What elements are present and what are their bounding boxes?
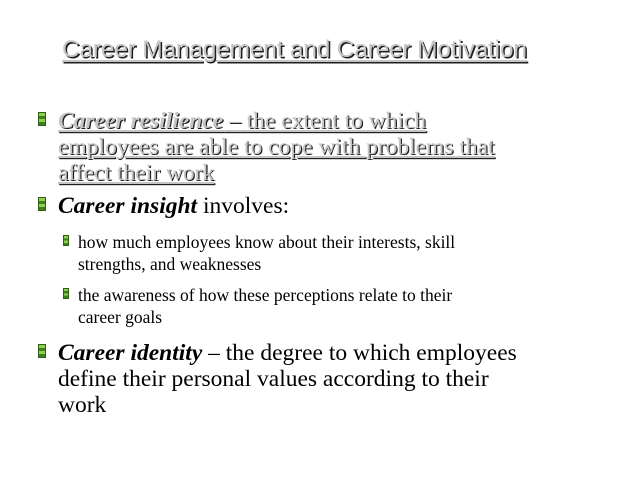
bullet-text-line: define their personal values according to their bbox=[58, 366, 489, 392]
bullet-text-line: the extent to which bbox=[246, 108, 427, 134]
sub-bullet-text-line: strengths, and weaknesses bbox=[78, 254, 262, 274]
term-career-identity: Career identity bbox=[58, 340, 203, 366]
square-bullet-icon bbox=[63, 235, 69, 246]
bullet-text-line: employees are able to cope with problems that bbox=[58, 134, 495, 160]
separator: – bbox=[202, 340, 226, 366]
slide-title: Career Management and Career Motivation bbox=[62, 36, 527, 63]
sub-bullet-text-line: the awareness of how these perceptions relate to their bbox=[78, 285, 453, 305]
sub-bullet-text-line: how much employees know about their interests, skill bbox=[78, 232, 456, 252]
bullet-text: involves: bbox=[197, 193, 290, 219]
square-bullet-icon bbox=[38, 112, 46, 126]
term-career-insight: Career insight bbox=[58, 193, 198, 219]
bullet-text-line: affect their work bbox=[58, 160, 215, 186]
sub-bullet-text-line: career goals bbox=[78, 307, 163, 327]
term-career-resilience: Career resilience bbox=[58, 108, 224, 134]
bullet-text-line: the degree to which employees bbox=[225, 340, 517, 366]
separator: – bbox=[223, 108, 247, 134]
square-bullet-icon bbox=[63, 288, 69, 299]
square-bullet-icon bbox=[38, 344, 46, 358]
square-bullet-icon bbox=[38, 197, 46, 211]
bullet-text-line: work bbox=[58, 392, 107, 418]
